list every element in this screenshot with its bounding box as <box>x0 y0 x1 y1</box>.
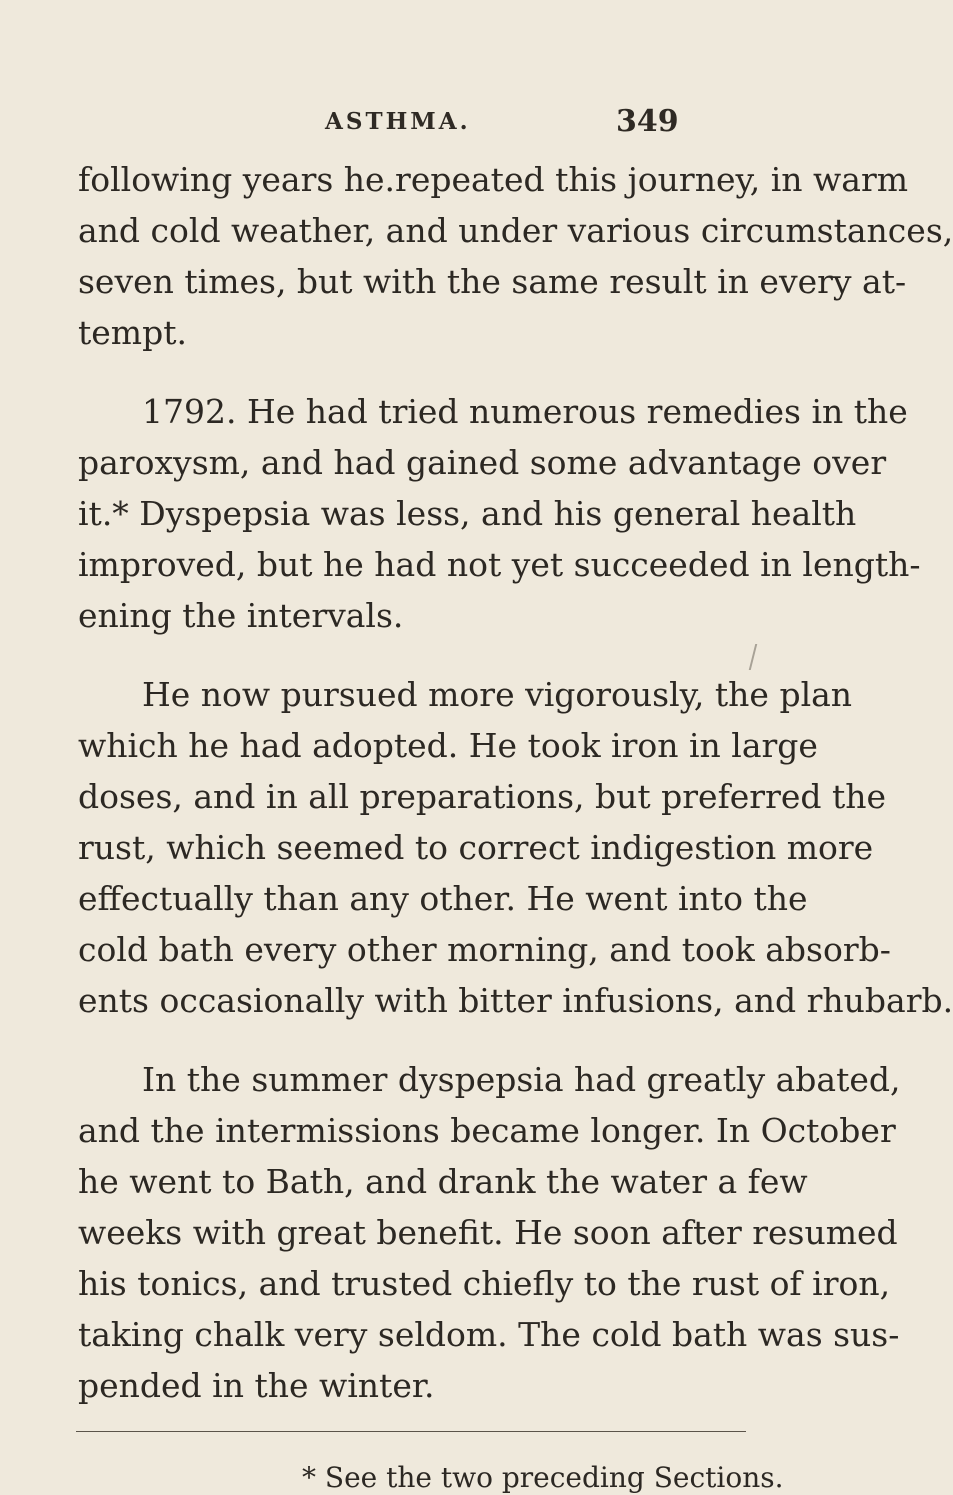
text-line: He now pursued more vigorously, the plan <box>142 675 853 714</box>
footnote-rule <box>76 1431 746 1432</box>
pencil-mark <box>749 644 779 670</box>
text-line: taking chalk very seldom. The cold bath was sus- <box>78 1315 900 1354</box>
text-line: ening the intervals. <box>78 596 404 635</box>
text-line: and the intermissions became longer. In October <box>78 1111 896 1150</box>
text-line: his tonics, and trusted chiefly to the rust of iron, <box>78 1264 891 1303</box>
text-line: he went to Bath, and drank the water a few <box>78 1162 808 1201</box>
text-line: doses, and in all preparations, but preferred the <box>78 777 887 816</box>
text-line: pended in the winter. <box>78 1366 435 1405</box>
text-line: weeks with great benefit. He soon after resumed <box>78 1213 898 1252</box>
text-line: following years he.repeated this journey, in warm <box>78 160 909 199</box>
text-line: ents occasionally with bitter infusions, and rhubarb. <box>78 981 953 1020</box>
text-line: In the summer dyspepsia had greatly abated, <box>142 1060 901 1099</box>
text-line: paroxysm, and had gained some advantage over <box>78 443 887 482</box>
text-line: seven times, but with the same result in every at- <box>78 262 907 301</box>
text-line: which he had adopted. He took iron in large <box>78 726 818 765</box>
footnote: * See the two preceding Sections. <box>302 1461 784 1494</box>
text-line: tempt. <box>78 313 187 352</box>
page-number: 349 <box>616 104 679 139</box>
text-line: improved, but he had not yet succeeded in length- <box>78 545 921 584</box>
running-title: ASTHMA. <box>325 108 471 135</box>
text-line: 1792. He had tried numerous remedies in the <box>142 392 908 431</box>
text-line: cold bath every other morning, and took absorb- <box>78 930 891 969</box>
page-header <box>0 104 800 148</box>
text-line: and cold weather, and under various circumstances, <box>78 211 953 250</box>
text-line: it.* Dyspepsia was less, and his general health <box>78 494 857 533</box>
text-line: rust, which seemed to correct indigestion more <box>78 828 874 867</box>
text-line: effectually than any other. He went into the <box>78 879 808 918</box>
